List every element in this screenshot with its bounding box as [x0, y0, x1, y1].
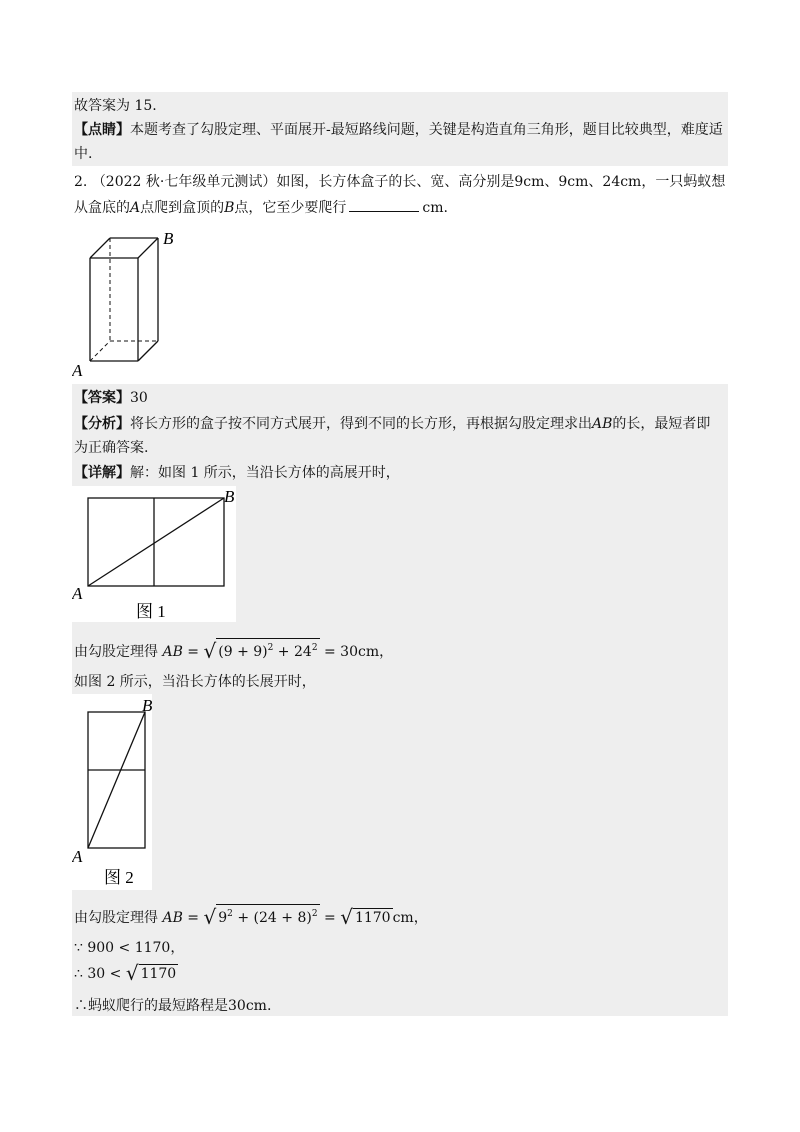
- figure-2: [72, 694, 154, 890]
- fig2-intro-line: 如图 2 所示，当沿长方体的长展开时，: [74, 674, 316, 690]
- fig2-caption: 图 2: [104, 868, 134, 887]
- because-line: ∵ 900 < 1170，: [74, 940, 185, 956]
- detail-tag: 【详解】: [74, 465, 130, 481]
- sqrt-symbol: √: [203, 639, 217, 663]
- figure-1: [72, 486, 236, 622]
- eq1-radicand: $(9 + 9)^2 + 24^2$: [216, 638, 319, 661]
- answer-tag: 【答案】: [74, 390, 130, 406]
- fig2-label-a: A: [72, 847, 83, 866]
- comment-line-2: 中.: [74, 146, 93, 162]
- conclusion-line: ∴蚂蚁爬行的最短路程是30cm.: [74, 998, 272, 1014]
- box-figure: [72, 224, 182, 379]
- sqrt-symbol: √: [340, 905, 353, 929]
- analysis-tag: 【分析】: [74, 416, 130, 432]
- question-number: 2.: [74, 174, 88, 190]
- therefore-line: ∴ 30 < √ 1170: [74, 961, 177, 985]
- previous-answer-line: 故答案为 15.: [74, 98, 157, 114]
- box-label-a: A: [72, 361, 83, 379]
- fig1-caption: 图 1: [136, 602, 166, 621]
- sqrt-symbol: √: [203, 905, 217, 929]
- detail-line: 【详解】解：如图 1 所示，当沿长方体的高展开时，: [74, 465, 400, 481]
- analysis-line-1: 【分析】将长方形的盒子按不同方式展开，得到不同的长方形，再根据勾股定理求出AB的长，最短者即: [74, 416, 711, 432]
- fig1-label-b: B: [224, 487, 235, 506]
- question-line-2: 从盒底的A点爬到盒顶的B点，它至少要爬行 cm.: [74, 196, 448, 220]
- equation-2: 由勾股定理得 AB = √ $9^2 + (24 + 8)^2$ = √ 1170 cm，: [74, 905, 428, 929]
- comment-line-1: 【点睛】本题考查了勾股定理、平面展开-最短路线问题，关键是构造直角三角形，题目比较典型，难度适: [74, 122, 723, 138]
- question-source: （2022 秋·七年级单元测试）: [91, 174, 277, 190]
- sqrt-symbol: √: [125, 961, 139, 985]
- eq2-radicand: $9^2 + (24 + 8)^2$: [216, 904, 319, 927]
- fig2-label-b: B: [142, 696, 153, 715]
- answer-value: 30: [130, 390, 148, 406]
- answer-line: [74, 386, 148, 410]
- question-line-1: 2. （2022 秋·七年级单元测试）如图，长方体盒子的长、宽、高分别是9cm、9cm、24cm，一只蚂蚁想: [74, 174, 726, 190]
- answer-blank[interactable]: [349, 197, 419, 212]
- equation-1: 由勾股定理得 AB = √ $(9 + 9)^2 + 24^2 = 30cm$，: [74, 639, 394, 663]
- comment-tag: 【点睛】: [74, 122, 130, 138]
- fig1-label-a: A: [72, 584, 83, 603]
- box-label-b: B: [163, 229, 174, 248]
- analysis-line-2: 为正确答案.: [74, 440, 149, 456]
